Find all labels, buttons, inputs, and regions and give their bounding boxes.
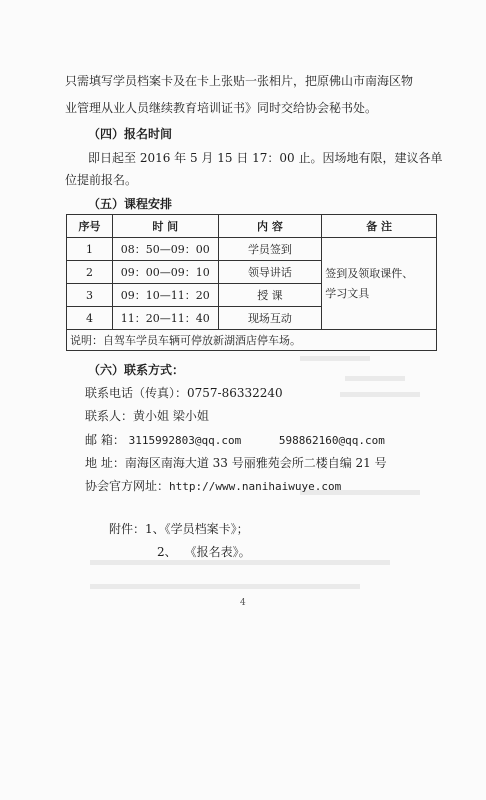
deadline-line-1: 即日起至 2016 年 5 月 15 日 17：00 止。因场地有限，建议各单 (88, 151, 443, 165)
row-no: 1 (67, 238, 113, 261)
bleed-through-mark (340, 392, 420, 397)
row-content: 领导讲话 (218, 261, 322, 284)
website-row (85, 478, 341, 495)
email-label: 邮 箱： (85, 433, 125, 447)
row-content: 现场互动 (218, 307, 322, 330)
section4-title: （四）报名时间 (88, 127, 173, 141)
website-link[interactable]: http://www.nanihaiwuye.com (169, 480, 342, 493)
bleed-through-mark (90, 560, 390, 565)
row-time: 09：10—11：20 (112, 284, 218, 307)
row-no: 2 (67, 261, 113, 284)
bleed-through-mark (90, 584, 360, 589)
header-time: 时 间 (112, 215, 218, 238)
contact-address: 地 址：南海区南海大道 33 号丽雅苑会所二楼自编 21 号 (85, 456, 387, 470)
intro-line-2: 业管理从业人员继续教育培训证书》同时交给协会秘书处。 (65, 101, 378, 115)
attachment-1-title: 《学员档案卡》； (164, 522, 249, 536)
attachment-2 (157, 544, 251, 560)
header-remark: 备 注 (322, 215, 437, 238)
website-label: 协会官方网址： (85, 479, 170, 493)
table-header-row (67, 215, 437, 238)
attachment-2-number: 2、 (157, 545, 177, 559)
row-content: 授 课 (218, 284, 322, 307)
page-number: 4 (240, 598, 246, 608)
section6-title: （六）联系方式： (88, 363, 185, 377)
header-no: 序号 (67, 215, 113, 238)
attachment-1 (109, 521, 249, 537)
course-schedule-table (66, 214, 437, 351)
parking-note: 说明：自驾车学员车辆可停放新湖酒店停车场。 (67, 330, 437, 351)
row-content: 学员签到 (218, 238, 322, 261)
row-time: 09：00—09：10 (112, 261, 218, 284)
attachments-label: 附件：1、 (109, 522, 165, 536)
attachment-2-title: 《报名表》。 (184, 545, 251, 559)
row-time: 11：20—11：40 (112, 307, 218, 330)
email-1-link[interactable]: 3115992803@qq.com (128, 434, 242, 447)
remark-line-2: 学习文具 (325, 286, 370, 300)
row-time: 08：50—09：00 (112, 238, 218, 261)
remark-cell (322, 238, 437, 330)
row-no: 4 (67, 307, 113, 330)
bleed-through-mark (345, 376, 405, 381)
contact-phone: 联系电话（传真）：0757-86332240 (85, 386, 283, 400)
email-row (85, 432, 385, 449)
deadline-line-2: 位提前报名。 (65, 173, 138, 187)
header-content: 内 容 (218, 215, 322, 238)
contact-persons: 联系人：黄小姐 梁小姐 (85, 409, 209, 423)
intro-line-1: 只需填写学员档案卡及在卡上张贴一张相片，把原佛山市南海区物 (65, 74, 414, 88)
bleed-through-mark (300, 356, 370, 361)
remark-line-1: 签到及领取课件、 (325, 266, 414, 280)
table-row (67, 238, 437, 261)
section5-title: （五）课程安排 (88, 197, 173, 211)
table-note-row (67, 330, 437, 351)
row-no: 3 (67, 284, 113, 307)
email-2-link[interactable]: 598862160@qq.com (278, 434, 385, 447)
